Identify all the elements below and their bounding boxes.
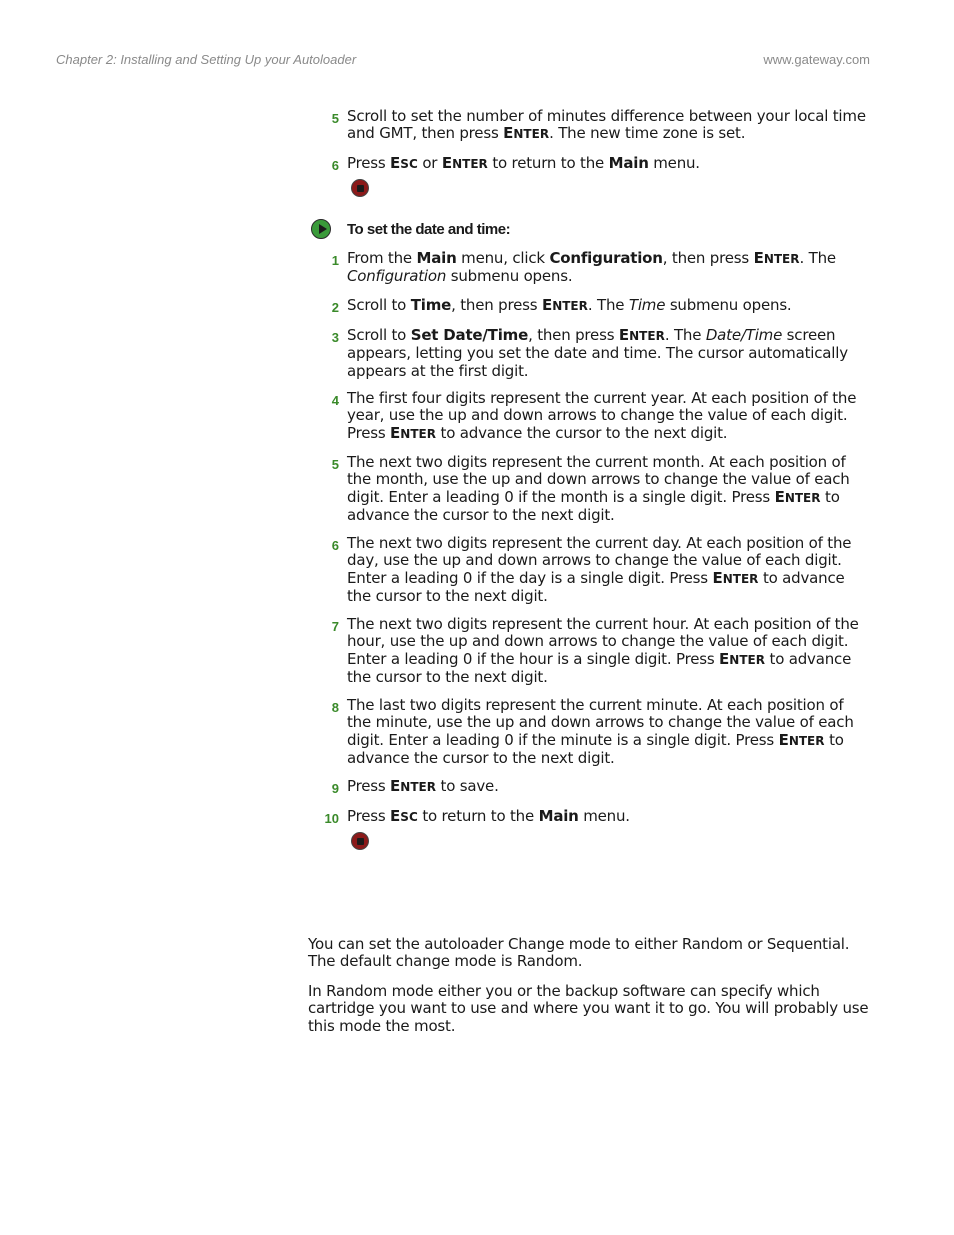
- stop-icon: [351, 179, 369, 197]
- step-text: The next two digits represent the current day. At each position of the day, use the up and down arrows to change the value of each digit. Enter a leading 0 if the day is a single digit. Press ENTER to advance the cursor to the next digit.: [347, 534, 852, 606]
- key-enter: ENTER: [778, 730, 825, 749]
- key-enter: ENTER: [712, 568, 759, 587]
- body-paragraph: In Random mode either you or the backup software can specify which cartridge you want to use and where you want it to go. You will probably use this mode the most.: [308, 982, 869, 1035]
- running-header-site: www.gateway.com: [763, 52, 870, 67]
- step-text: Scroll to set the number of minutes difference between your local time and GMT, then press ENTER. The new time zone is set.: [347, 107, 866, 143]
- step-number: 5: [331, 111, 339, 126]
- step-number: 1: [331, 253, 339, 268]
- step-number: 9: [331, 781, 339, 796]
- key-enter: ENTER: [503, 124, 550, 143]
- step-number: 4: [331, 393, 339, 408]
- step-number: 8: [331, 700, 339, 715]
- step-number: 6: [331, 538, 339, 553]
- key-enter: ENTER: [618, 326, 665, 344]
- step-number: 7: [331, 619, 339, 634]
- step-number: 6: [331, 158, 339, 173]
- step-text: Scroll to Time, then press ENTER. The Time submenu opens.: [347, 296, 792, 314]
- step-text: Scroll to Set Date/Time, then press ENTER. The Date/Time screen appears, letting you set the date and time. The cursor automatically appears at the first digit.: [347, 326, 848, 380]
- running-header-chapter: Chapter 2: Installing and Setting Up your Autoloader: [56, 52, 357, 67]
- key-esc: ESC: [390, 154, 418, 172]
- stop-icon: [351, 832, 369, 850]
- key-enter: ENTER: [441, 154, 488, 172]
- step-number: 2: [331, 300, 339, 315]
- step-text: The next two digits represent the current hour. At each position of the hour, use the up and down arrows to change the value of each digit. Enter a leading 0 if the hour is a single digit. Press ENTER to advance the cursor to the next digit.: [347, 615, 859, 687]
- step-text: The last two digits represent the current minute. At each position of the minute, use the up and down arrows to change the value of each digit. Enter a leading 0 if the minute is a single digit. Press ENTER to advance the cursor to the next digit.: [347, 696, 854, 768]
- key-enter: ENTER: [541, 296, 588, 314]
- play-icon: [311, 219, 331, 239]
- step-number: 5: [331, 457, 339, 472]
- key-enter: ENTER: [390, 423, 436, 442]
- step-text: Press ESC to return to the Main menu.: [347, 807, 630, 825]
- key-enter: ENTER: [774, 487, 821, 506]
- step-text: From the Main menu, click Configuration, then press ENTER. The Configuration submenu opens.: [347, 249, 836, 286]
- key-esc: ESC: [390, 807, 418, 825]
- body-paragraph: You can set the autoloader Change mode to either Random or Sequential. The default change mode is Random.: [308, 935, 850, 971]
- step-text: Press ENTER to save.: [347, 777, 499, 795]
- step-text: Press ESC or ENTER to return to the Main menu.: [347, 154, 700, 172]
- key-enter: ENTER: [719, 649, 765, 668]
- step-number: 3: [331, 330, 339, 345]
- step-text: The next two digits represent the current month. At each position of the month, use the up and down arrows to change the value of each digit. Enter a leading 0 if the month is a single digit. Press ENTER to advance the cursor to the next digit.: [347, 453, 850, 525]
- key-enter: ENTER: [390, 777, 436, 795]
- step-number: 10: [324, 811, 339, 826]
- procedure-heading: To set the date and time:: [347, 221, 511, 238]
- step-text: The first four digits represent the current year. At each position of the year, use the up and down arrows to change the value of each digit. Press ENTER to advance the cursor to the next digit.: [347, 389, 857, 442]
- key-enter: ENTER: [753, 249, 800, 267]
